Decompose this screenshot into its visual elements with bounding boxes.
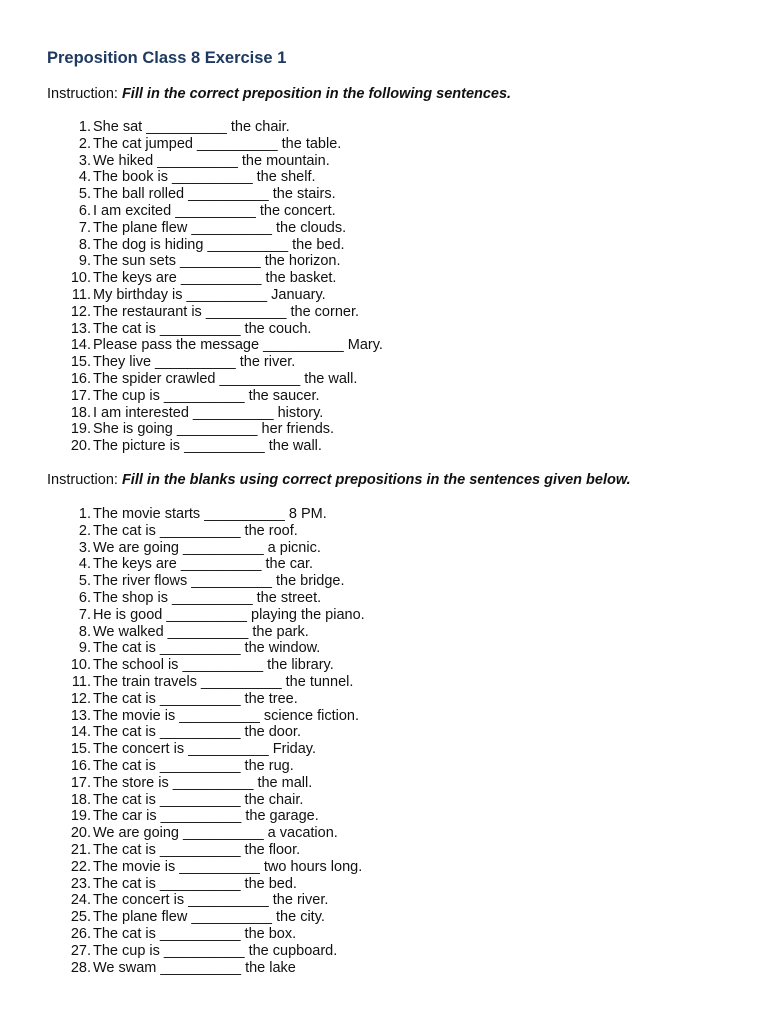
question-number: 26. (70, 925, 91, 942)
question-number: 15. (70, 354, 91, 371)
question-number: 14. (70, 337, 91, 354)
question-text: The cat is __________ the chair. (93, 791, 304, 808)
question-text: The book is __________ the shelf. (93, 169, 316, 186)
question-text: She is going __________ her friends. (93, 421, 335, 438)
question-text: The cat is __________ the roof. (93, 522, 298, 539)
question-number: 10. (70, 657, 91, 674)
question-text: The cat is __________ the tree. (93, 690, 298, 707)
question-text: The dog is hiding __________ the bed. (93, 236, 345, 253)
question-number: 19. (70, 421, 91, 438)
question-text: The cat is __________ the bed. (93, 875, 297, 892)
question-number: 15. (70, 741, 91, 758)
question-text: The keys are __________ the basket. (93, 270, 337, 287)
question-text: The train travels __________ the tunnel. (93, 673, 354, 690)
question-text: The school is __________ the library. (93, 657, 334, 674)
question-number: 4. (78, 556, 91, 573)
question-text: The cat is __________ the window. (93, 640, 321, 657)
question-text: The plane flew __________ the clouds. (93, 219, 347, 236)
question-text: The shop is __________ the street. (93, 589, 322, 606)
question-text: They live __________ the river. (93, 354, 296, 371)
question-number: 12. (70, 303, 91, 320)
question-text: The concert is __________ Friday. (93, 741, 317, 758)
question-text: I am interested __________ history. (93, 404, 324, 421)
question-number: 18. (70, 791, 91, 808)
question-text: The car is __________ the garage. (93, 808, 319, 825)
question-number: 18. (70, 404, 91, 421)
question-number: 25. (70, 909, 91, 926)
question-number: 28. (70, 959, 91, 976)
question-text: The picture is __________ the wall. (93, 438, 322, 455)
question-text: We are going __________ a picnic. (93, 539, 321, 556)
question-text: The cup is __________ the cupboard. (93, 942, 338, 959)
question-text: My birthday is __________ January. (93, 286, 326, 303)
question-text: She sat __________ the chair. (93, 119, 290, 135)
question-text: The cat is __________ the rug. (93, 757, 294, 774)
question-number: 11. (71, 286, 91, 303)
question-text: We walked __________ the park. (93, 623, 309, 640)
question-text: The cat jumped __________ the table. (93, 135, 342, 152)
question-number: 24. (70, 892, 91, 909)
question-number: 14. (70, 724, 91, 741)
question-number: 17. (70, 387, 91, 404)
instruction-text: Fill in the correct preposition in the following sentences. (121, 86, 512, 102)
question-number: 5. (78, 573, 91, 590)
instruction-label: Instruction: (47, 472, 118, 488)
instruction-label: Instruction: (47, 86, 118, 102)
question-number: 5. (78, 186, 91, 203)
question-number: 7. (78, 219, 91, 236)
question-number: 13. (70, 320, 91, 337)
question-text: The plane flew __________ the city. (93, 909, 325, 926)
question-number: 6. (78, 589, 91, 606)
question-text: We hiked __________ the mountain. (93, 152, 330, 169)
question-text: The cat is __________ the floor. (93, 841, 301, 858)
question-number: 19. (70, 808, 91, 825)
instruction-1 (47, 86, 511, 102)
question-text: The cat is __________ the door. (93, 724, 301, 741)
question-text: The keys are __________ the car. (93, 556, 314, 573)
question-number: 20. (70, 825, 91, 842)
question-number: 16. (70, 370, 91, 387)
question-text: The concert is __________ the river. (93, 892, 329, 909)
question-number: 9. (78, 253, 91, 270)
question-text: The ball rolled __________ the stairs. (93, 186, 336, 203)
question-number: 17. (70, 774, 91, 791)
question-text: The movie is __________ science fiction. (93, 707, 359, 724)
question-text: The movie is __________ two hours long. (93, 858, 363, 875)
question-text: The store is __________ the mall. (93, 774, 313, 791)
question-number: 3. (78, 152, 91, 169)
question-number: 10. (70, 270, 91, 287)
question-text: The cat is __________ the box. (93, 925, 297, 942)
question-text: The movie starts __________ 8 PM. (93, 506, 327, 522)
question-number: 3. (78, 539, 91, 556)
question-text: The river flows __________ the bridge. (93, 573, 345, 590)
question-text: The cup is __________ the saucer. (93, 387, 320, 404)
instruction-text: Fill in the blanks using correct prepositions in the sentences given below. (121, 472, 631, 488)
question-number: 7. (78, 606, 91, 623)
question-number: 6. (78, 202, 91, 219)
question-text: We swam __________ the lake (93, 959, 296, 976)
question-text: He is good __________ playing the piano. (93, 606, 365, 623)
question-text: The sun sets __________ the horizon. (93, 253, 341, 270)
question-number: 13. (70, 707, 91, 724)
question-number: 1. (78, 119, 91, 135)
page-title: Preposition Class 8 Exercise 1 (47, 49, 287, 67)
question-number: 27. (70, 942, 91, 959)
question-number: 23. (70, 875, 91, 892)
question-number: 1. (78, 506, 91, 522)
question-number: 8. (78, 236, 91, 253)
question-text: We are going __________ a vacation. (93, 825, 338, 842)
question-number: 4. (78, 169, 91, 186)
question-number: 11. (71, 673, 91, 690)
instruction-2 (47, 472, 631, 488)
question-text: Please pass the message __________ Mary. (93, 337, 383, 354)
question-number: 9. (78, 640, 91, 657)
question-number: 21. (70, 841, 91, 858)
question-text: I am excited __________ the concert. (93, 202, 336, 219)
question-text: The restaurant is __________ the corner. (93, 303, 360, 320)
question-number: 2. (78, 522, 91, 539)
question-number: 16. (70, 757, 91, 774)
question-number: 22. (70, 858, 91, 875)
question-text: The cat is __________ the couch. (93, 320, 312, 337)
question-number: 8. (78, 623, 91, 640)
question-text: The spider crawled __________ the wall. (93, 370, 358, 387)
question-number: 20. (70, 438, 91, 455)
question-number: 12. (70, 690, 91, 707)
question-number: 2. (78, 135, 91, 152)
